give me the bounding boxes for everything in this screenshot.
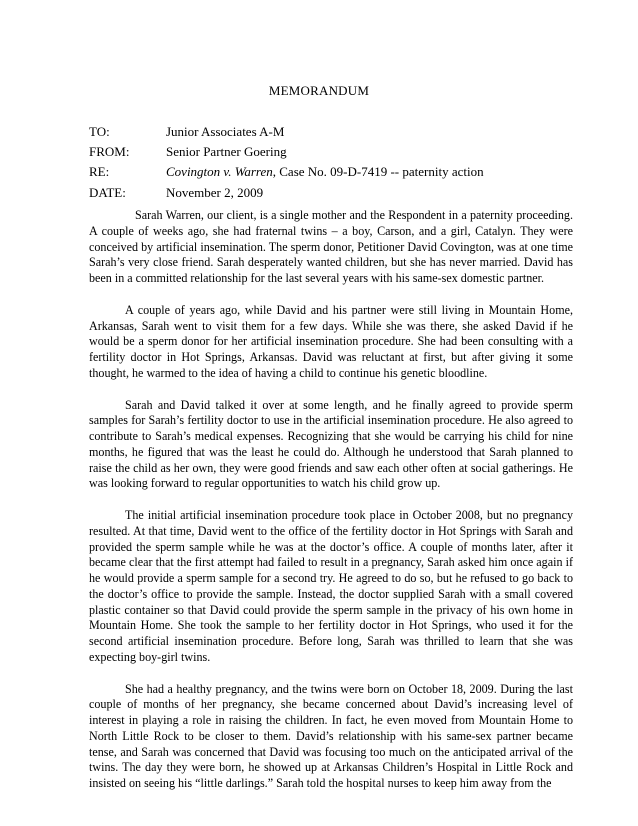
re-row	[89, 164, 484, 180]
to-value: Junior Associates A-M	[166, 124, 285, 139]
from-label: FROM:	[89, 144, 130, 159]
body-paragraph: She had a healthy pregnancy, and the twins were born on October 18, 2009. During the last couple of months of her pregnancy, she became concerned about David’s increasing level of interest in playing a role in raising the children. In fact, he even moved from Mountain Home to North Little Rock to be closer to them. David’s relationship with his same-sex partner became tense, and Sarah was concerned that David was focusing too much on the anticipated arrival of the twins. The day they were born, he showed up at Arkansas Children’s Hospital in Little Rock and insisted on seeing his “little darlings.” Sarah told the hospital nurses to keep him away from the	[89, 681, 573, 790]
body-paragraph: Sarah and David talked it over at some length, and he finally agreed to provide sperm samples for Sarah’s fertility doctor to use in the artificial insemination procedure. He also agreed to contribute to Sarah’s medical expenses. Recognizing that she would be carrying his child for nine months, he figured that was the least he could do. Although he understood that Sarah planned to raise the child as her own, they were good friends and saw each other often at social gatherings. He was looking forward to regular opportunities to watch his child grow up.	[89, 397, 573, 491]
date-label: DATE:	[89, 185, 126, 200]
re-case-name: Covington v. Warren	[166, 164, 273, 179]
date-row	[89, 185, 263, 201]
memo-title: MEMORANDUM	[268, 83, 370, 98]
to-label: TO:	[89, 124, 110, 139]
from-row	[89, 144, 287, 160]
re-case-details: , Case No. 09-D-7419 -- paternity action	[272, 164, 484, 179]
re-value	[166, 164, 484, 180]
re-label: RE:	[89, 164, 110, 179]
body-paragraph: Sarah Warren, our client, is a single mother and the Respondent in a paternity proceeding. A couple of weeks ago, she had fraternal twins – a boy, Carson, and a girl, Catalyn. They were conceived by artificial insemination. The sperm donor, Petitioner David Covington, was at one time Sarah’s very close friend. Sarah desperately wanted children, but she has never married. David has been in a committed relationship for the last several years with his same-sex domestic partner.	[89, 208, 573, 285]
to-row	[89, 124, 284, 140]
from-value: Senior Partner Goering	[166, 144, 287, 159]
body-paragraph: A couple of years ago, while David and his partner were still living in Mountain Home, Arkansas, Sarah went to visit them for a few days. While she was there, she asked David if he would be a sperm donor for her artificial insemination procedure. She had been consulting with a fertility doctor in Hot Springs, Arkansas. David was reluctant at first, but after giving it some thought, he warmed to the idea of having a child to continue his genetic bloodline.	[89, 302, 573, 380]
memo-body	[89, 208, 573, 808]
date-value: November 2, 2009	[166, 185, 264, 200]
body-paragraph: The initial artificial insemination procedure took place in October 2008, but no pregnancy resulted. At that time, David went to the office of the fertility doctor in Hot Springs with Sarah and provided the sperm sample while he was at the doctor’s office. A couple of months later, after it became clear that the first attempt had failed to result in a pregnancy, Sarah asked him once again if he would provide a sperm sample for a second try. He agreed to do so, but he refused to go back to the doctor’s office to provide the sample. Instead, the doctor supplied Sarah with a small covered plastic container so that David could provide the sperm sample in the privacy of his own home in Mountain Home. She took the sample to her fertility doctor in Hot Springs, who used it for the second artificial insemination procedure. Before long, Sarah was thrilled to learn that she was expecting boy-girl twins.	[89, 508, 573, 664]
